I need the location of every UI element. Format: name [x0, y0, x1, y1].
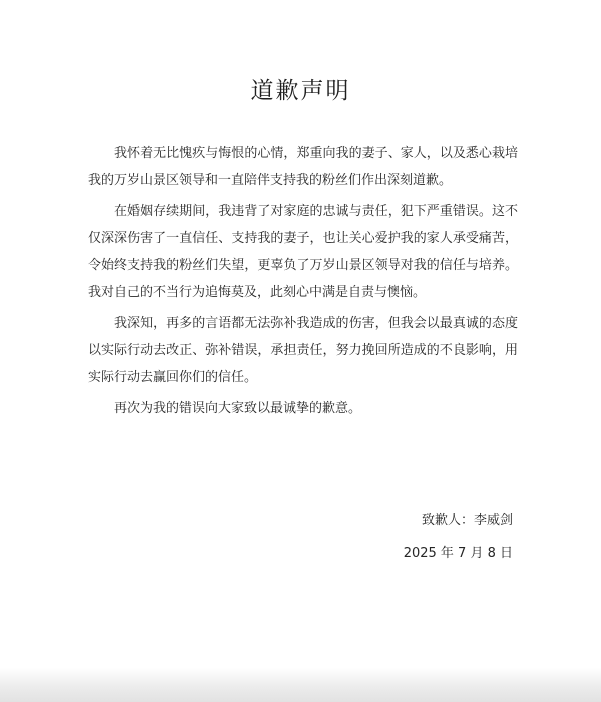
paragraph-1: 我怀着无比愧疚与悔恨的心情，郑重向我的妻子、家人，以及悉心栽培我的万岁山景区领导和一直陪伴支持我的粉丝们作出深刻道歉。 — [88, 146, 518, 188]
signature-date: 2025 年 7 月 8 日 — [403, 546, 513, 561]
signature-name: 致歉人：李威剑 — [421, 513, 513, 528]
paragraph-4: 再次为我的错误向大家致以最诚挚的歉意。 — [114, 401, 362, 416]
signature-block — [404, 510, 513, 564]
document-title: 道歉声明 — [250, 78, 351, 104]
paragraph-2: 在婚姻存续期间，我违背了对家庭的忠诚与责任，犯下严重错误。这不仅深深伤害了一直信任、支持我的妻子，也让关心爱护我的家人承受痛苦，令始终支持我的粉丝们失望，更辜负了万岁山景区领导对我的信任与培养。我对自己的不当行为追悔莫及，此刻心中满是自责与懊恼。 — [88, 204, 518, 300]
bottom-shadow — [0, 668, 601, 702]
document-body — [88, 140, 518, 426]
paragraph-3: 我深知，再多的言语都无法弥补我造成的伤害，但我会以最真诚的态度以实际行动去改正、弥补错误，承担责任，努力挽回所造成的不良影响，用实际行动去赢回你们的信任。 — [88, 316, 518, 385]
